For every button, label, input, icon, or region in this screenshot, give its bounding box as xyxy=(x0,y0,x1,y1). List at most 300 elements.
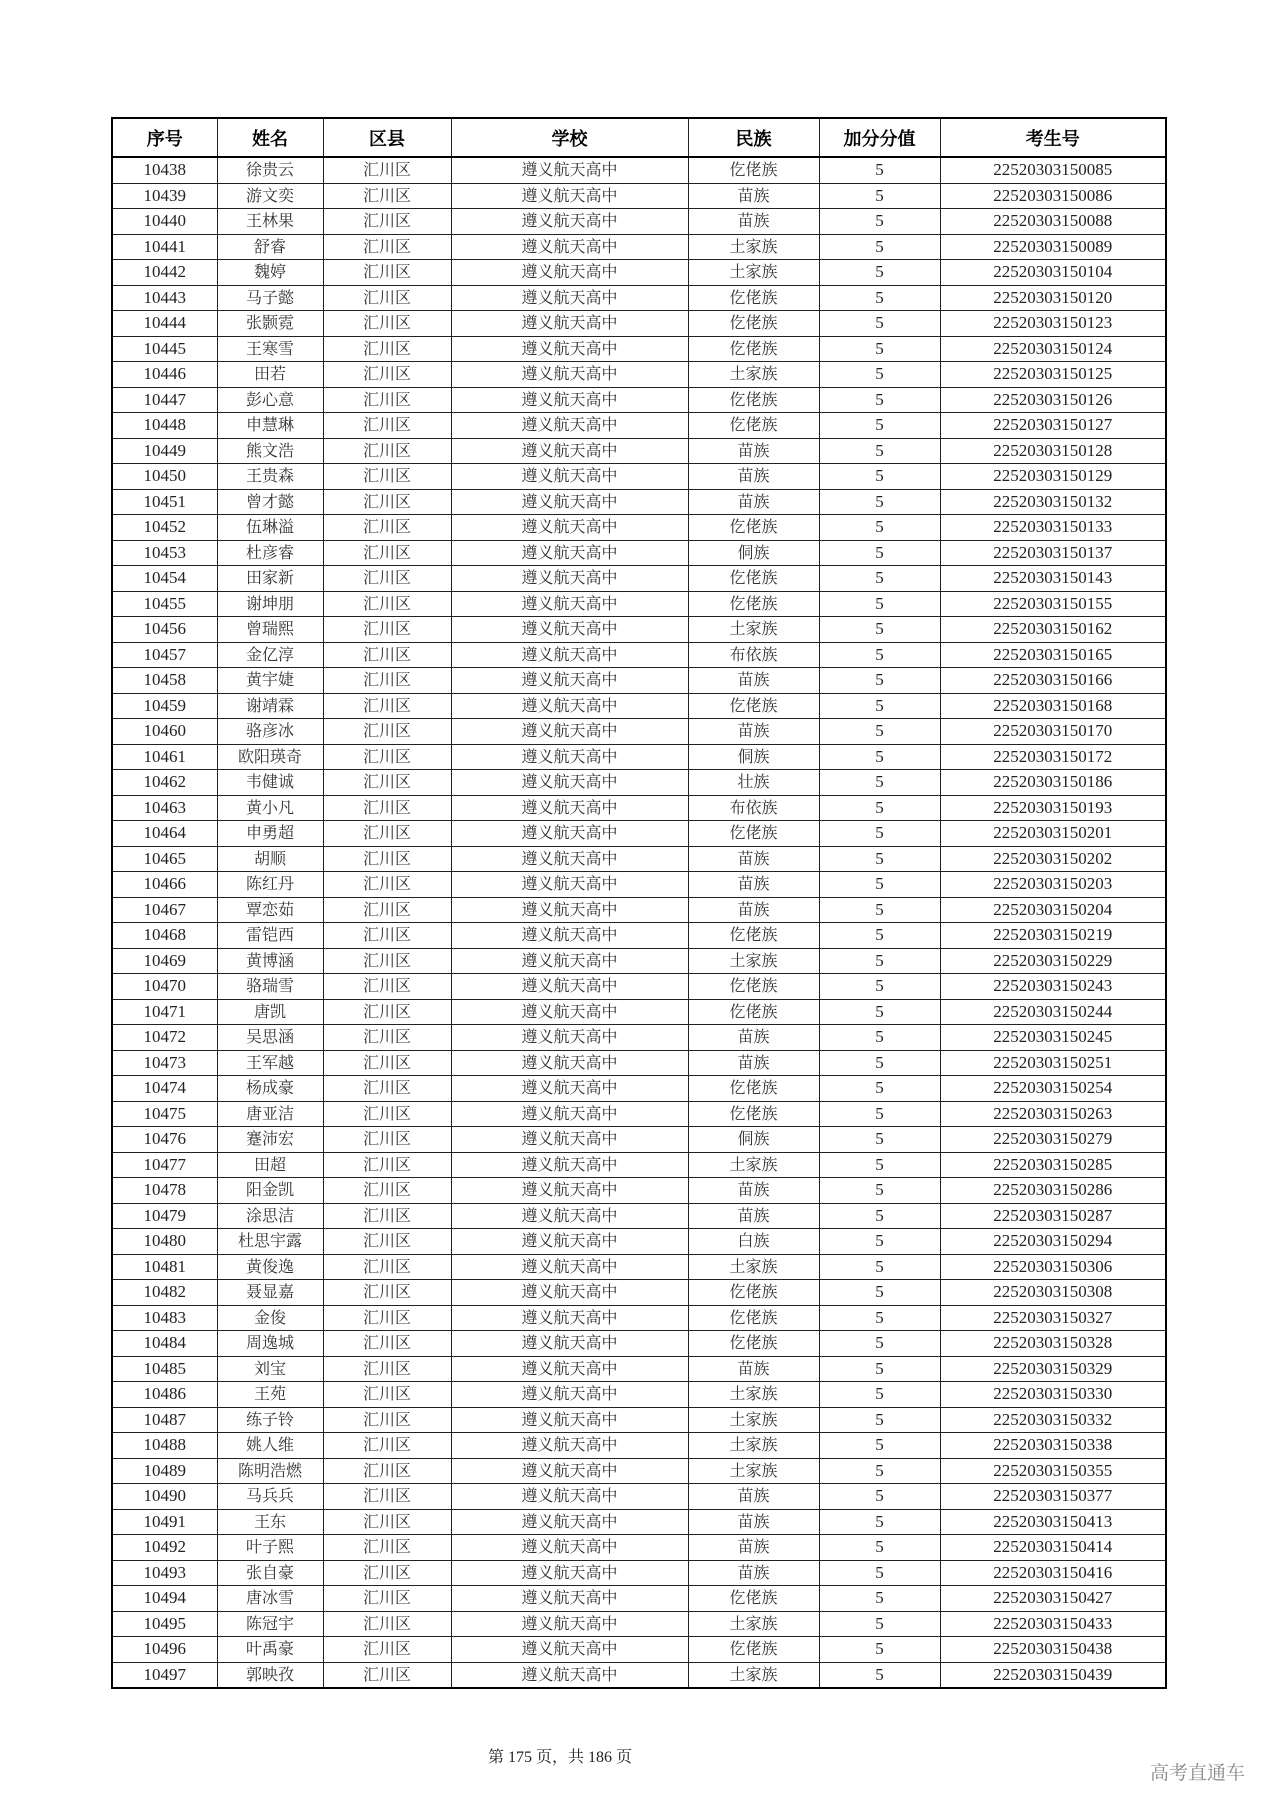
col-ethnicity-cell: 仡佬族 xyxy=(688,157,819,183)
col-district-cell: 汇川区 xyxy=(323,540,451,566)
table-row xyxy=(112,872,1166,898)
col-ethnicity-cell: 苗族 xyxy=(688,1025,819,1051)
col-district-cell: 汇川区 xyxy=(323,642,451,668)
col-index-cell: 10478 xyxy=(112,1178,217,1204)
col-exam-id-cell: 22520303150123 xyxy=(940,311,1166,337)
table-row xyxy=(112,719,1166,745)
col-bonus-cell: 5 xyxy=(819,413,940,439)
table-row xyxy=(112,1152,1166,1178)
col-district-cell: 汇川区 xyxy=(323,1407,451,1433)
table-row xyxy=(112,1611,1166,1637)
col-ethnicity-cell: 苗族 xyxy=(688,668,819,694)
col-name-cell: 田家新 xyxy=(217,566,323,592)
col-school-cell: 遵义航天高中 xyxy=(451,744,688,770)
col-index-cell: 10464 xyxy=(112,821,217,847)
col-index-cell: 10480 xyxy=(112,1229,217,1255)
col-index-cell: 10473 xyxy=(112,1050,217,1076)
col-index-cell: 10494 xyxy=(112,1586,217,1612)
col-bonus-cell: 5 xyxy=(819,1560,940,1586)
col-exam-id-cell: 22520303150263 xyxy=(940,1101,1166,1127)
table-row xyxy=(112,336,1166,362)
col-district-cell: 汇川区 xyxy=(323,1484,451,1510)
col-district-cell: 汇川区 xyxy=(323,1203,451,1229)
col-district-cell: 汇川区 xyxy=(323,617,451,643)
col-exam-id-cell: 22520303150332 xyxy=(940,1407,1166,1433)
col-district-cell: 汇川区 xyxy=(323,1611,451,1637)
col-district-cell: 汇川区 xyxy=(323,1305,451,1331)
col-name-cell: 曾才懿 xyxy=(217,489,323,515)
col-ethnicity-cell: 仡佬族 xyxy=(688,311,819,337)
col-ethnicity-cell: 仡佬族 xyxy=(688,413,819,439)
col-district-cell: 汇川区 xyxy=(323,489,451,515)
col-index-cell: 10486 xyxy=(112,1382,217,1408)
col-index-cell: 10460 xyxy=(112,719,217,745)
col-bonus-cell: 5 xyxy=(819,1509,940,1535)
col-ethnicity-cell: 仡佬族 xyxy=(688,336,819,362)
col-name-cell: 姚人维 xyxy=(217,1433,323,1459)
col-exam-id-cell: 22520303150294 xyxy=(940,1229,1166,1255)
col-ethnicity-cell: 侗族 xyxy=(688,1127,819,1153)
table-row xyxy=(112,1025,1166,1051)
table-row xyxy=(112,923,1166,949)
col-name-cell: 欧阳瑛奇 xyxy=(217,744,323,770)
col-ethnicity-cell: 土家族 xyxy=(688,1254,819,1280)
table-row xyxy=(112,540,1166,566)
col-index-cell: 10475 xyxy=(112,1101,217,1127)
col-bonus-cell: 5 xyxy=(819,693,940,719)
col-exam-id-cell: 22520303150413 xyxy=(940,1509,1166,1535)
col-school-cell: 遵义航天高中 xyxy=(451,1178,688,1204)
col-district-cell: 汇川区 xyxy=(323,1509,451,1535)
col-school-cell: 遵义航天高中 xyxy=(451,413,688,439)
col-school-cell: 遵义航天高中 xyxy=(451,1382,688,1408)
col-school-cell: 遵义航天高中 xyxy=(451,183,688,209)
col-exam-id-cell: 22520303150416 xyxy=(940,1560,1166,1586)
col-district-cell: 汇川区 xyxy=(323,719,451,745)
col-bonus-cell: 5 xyxy=(819,566,940,592)
col-index-cell: 10497 xyxy=(112,1662,217,1688)
col-exam-id-cell: 22520303150414 xyxy=(940,1535,1166,1561)
col-exam-id-cell: 22520303150279 xyxy=(940,1127,1166,1153)
col-exam-id-cell: 22520303150433 xyxy=(940,1611,1166,1637)
col-ethnicity-cell: 土家族 xyxy=(688,1152,819,1178)
table-row xyxy=(112,362,1166,388)
page-number: 第 175 页，共 186 页 xyxy=(487,1749,632,1766)
col-name-cell: 刘宝 xyxy=(217,1356,323,1382)
col-bonus-cell: 5 xyxy=(819,1254,940,1280)
col-exam-id-cell: 22520303150089 xyxy=(940,234,1166,260)
col-name-cell: 熊文浩 xyxy=(217,438,323,464)
col-bonus-cell: 5 xyxy=(819,948,940,974)
col-bonus-cell: 5 xyxy=(819,464,940,490)
col-name-cell: 王军越 xyxy=(217,1050,323,1076)
col-exam-id-cell: 22520303150155 xyxy=(940,591,1166,617)
table-row xyxy=(112,1407,1166,1433)
col-district-cell: 汇川区 xyxy=(323,744,451,770)
col-ethnicity-cell: 仡佬族 xyxy=(688,693,819,719)
col-index-cell: 10449 xyxy=(112,438,217,464)
col-bonus-cell: 5 xyxy=(819,1382,940,1408)
table-row xyxy=(112,1305,1166,1331)
col-bonus-cell: 5 xyxy=(819,668,940,694)
table-row xyxy=(112,846,1166,872)
col-ethnicity-cell: 苗族 xyxy=(688,183,819,209)
col-name-cell: 叶子熙 xyxy=(217,1535,323,1561)
table-row xyxy=(112,157,1166,183)
col-bonus-cell: 5 xyxy=(819,821,940,847)
col-name-cell: 金亿淳 xyxy=(217,642,323,668)
col-index-cell: 10482 xyxy=(112,1280,217,1306)
col-index-cell: 10470 xyxy=(112,974,217,1000)
col-name-cell: 王苑 xyxy=(217,1382,323,1408)
col-school-cell: 遵义航天高中 xyxy=(451,438,688,464)
col-school-cell: 遵义航天高中 xyxy=(451,1229,688,1255)
col-name-cell: 涂思洁 xyxy=(217,1203,323,1229)
col-index-cell: 10493 xyxy=(112,1560,217,1586)
col-ethnicity-cell: 仡佬族 xyxy=(688,1586,819,1612)
col-index-cell: 10466 xyxy=(112,872,217,898)
col-index-cell: 10481 xyxy=(112,1254,217,1280)
table-body xyxy=(112,157,1166,1688)
col-district-cell: 汇川区 xyxy=(323,362,451,388)
col-ethnicity-cell: 土家族 xyxy=(688,1662,819,1688)
table-row xyxy=(112,1637,1166,1663)
col-ethnicity-cell: 苗族 xyxy=(688,438,819,464)
col-name-cell: 杜思宇露 xyxy=(217,1229,323,1255)
col-ethnicity-cell: 苗族 xyxy=(688,1535,819,1561)
col-exam-id-cell: 22520303150338 xyxy=(940,1433,1166,1459)
table-row xyxy=(112,1229,1166,1255)
col-ethnicity-cell: 侗族 xyxy=(688,540,819,566)
col-index-cell: 10487 xyxy=(112,1407,217,1433)
table-row xyxy=(112,1076,1166,1102)
header-row xyxy=(112,118,1166,157)
col-index-cell: 10444 xyxy=(112,311,217,337)
col-district-cell: 汇川区 xyxy=(323,846,451,872)
col-exam-id-cell: 22520303150204 xyxy=(940,897,1166,923)
col-school-cell: 遵义航天高中 xyxy=(451,948,688,974)
col-school-cell: 遵义航天高中 xyxy=(451,591,688,617)
col-name-cell: 王寒雪 xyxy=(217,336,323,362)
col-name-cell: 骆瑞雪 xyxy=(217,974,323,1000)
col-exam-id-cell: 22520303150133 xyxy=(940,515,1166,541)
col-exam-id-cell: 22520303150308 xyxy=(940,1280,1166,1306)
table-row xyxy=(112,795,1166,821)
col-exam-id-cell: 22520303150162 xyxy=(940,617,1166,643)
col-district-cell: 汇川区 xyxy=(323,974,451,1000)
col-bonus-cell: 5 xyxy=(819,999,940,1025)
col-name-cell: 彭心意 xyxy=(217,387,323,413)
col-district-cell: 汇川区 xyxy=(323,387,451,413)
col-bonus-cell: 5 xyxy=(819,1305,940,1331)
col-name-cell: 黄小凡 xyxy=(217,795,323,821)
table-header xyxy=(112,118,1166,157)
col-name-cell: 黄博涵 xyxy=(217,948,323,974)
col-exam-id-cell: 22520303150127 xyxy=(940,413,1166,439)
col-index-cell: 10463 xyxy=(112,795,217,821)
col-name-cell: 胡顺 xyxy=(217,846,323,872)
col-name-cell: 唐亚洁 xyxy=(217,1101,323,1127)
col-exam-id-cell: 22520303150137 xyxy=(940,540,1166,566)
col-index-cell: 10491 xyxy=(112,1509,217,1535)
table-row xyxy=(112,1280,1166,1306)
col-school-cell: 遵义航天高中 xyxy=(451,1407,688,1433)
col-ethnicity-cell: 仡佬族 xyxy=(688,515,819,541)
col-school-cell: 遵义航天高中 xyxy=(451,311,688,337)
col-bonus-cell: 5 xyxy=(819,1356,940,1382)
col-bonus-cell: 5 xyxy=(819,617,940,643)
col-bonus-cell: 5 xyxy=(819,540,940,566)
col-name-cell: 陈明浩燃 xyxy=(217,1458,323,1484)
col-index-cell: 10447 xyxy=(112,387,217,413)
col-exam-id-cell: 22520303150193 xyxy=(940,795,1166,821)
col-school-cell: 遵义航天高中 xyxy=(451,923,688,949)
col-school-cell: 遵义航天高中 xyxy=(451,1586,688,1612)
col-district-cell: 汇川区 xyxy=(323,668,451,694)
col-district-cell: 汇川区 xyxy=(323,183,451,209)
col-district-cell: 汇川区 xyxy=(323,795,451,821)
table-row xyxy=(112,1254,1166,1280)
col-name-cell: 雷铠西 xyxy=(217,923,323,949)
col-name-cell: 黄俊逸 xyxy=(217,1254,323,1280)
table-row xyxy=(112,974,1166,1000)
col-school-cell: 遵义航天高中 xyxy=(451,1662,688,1688)
col-index-cell: 10469 xyxy=(112,948,217,974)
col-index-cell: 10495 xyxy=(112,1611,217,1637)
col-school-cell: 遵义航天高中 xyxy=(451,285,688,311)
col-ethnicity-cell: 布依族 xyxy=(688,642,819,668)
table-row xyxy=(112,1662,1166,1688)
table-row xyxy=(112,948,1166,974)
col-school-cell: 遵义航天高中 xyxy=(451,1305,688,1331)
col-name-cell: 金俊 xyxy=(217,1305,323,1331)
col-school-cell: 遵义航天高中 xyxy=(451,515,688,541)
col-school-cell: 遵义航天高中 xyxy=(451,1331,688,1357)
col-bonus-cell: 5 xyxy=(819,591,940,617)
col-exam-id-cell: 22520303150172 xyxy=(940,744,1166,770)
col-index-cell: 10456 xyxy=(112,617,217,643)
col-name-cell: 张颢霓 xyxy=(217,311,323,337)
col-district-cell: 汇川区 xyxy=(323,1535,451,1561)
col-school-cell: 遵义航天高中 xyxy=(451,1509,688,1535)
col-district-cell: 汇川区 xyxy=(323,1662,451,1688)
col-school-cell: 遵义航天高中 xyxy=(451,846,688,872)
col-exam-id-cell: 22520303150203 xyxy=(940,872,1166,898)
col-school-cell: 遵义航天高中 xyxy=(451,209,688,235)
col-district-cell: 汇川区 xyxy=(323,693,451,719)
col-school-cell: 遵义航天高中 xyxy=(451,770,688,796)
col-ethnicity-cell: 苗族 xyxy=(688,1356,819,1382)
col-name-cell: 马兵兵 xyxy=(217,1484,323,1510)
col-name-cell: 王东 xyxy=(217,1509,323,1535)
col-ethnicity-cell: 苗族 xyxy=(688,1178,819,1204)
col-index-cell: 10462 xyxy=(112,770,217,796)
col-bonus-cell: 5 xyxy=(819,1101,940,1127)
table-row xyxy=(112,1586,1166,1612)
col-bonus-cell: 5 xyxy=(819,1229,940,1255)
col-district-cell: 汇川区 xyxy=(323,1356,451,1382)
col-name-cell: 郭映孜 xyxy=(217,1662,323,1688)
col-bonus-cell: 5 xyxy=(819,872,940,898)
col-school-cell: 遵义航天高中 xyxy=(451,693,688,719)
table-row xyxy=(112,1178,1166,1204)
col-school-cell: 遵义航天高中 xyxy=(451,1050,688,1076)
col-name-cell: 申慧琳 xyxy=(217,413,323,439)
col-ethnicity-cell: 土家族 xyxy=(688,1407,819,1433)
col-school-cell: 遵义航天高中 xyxy=(451,566,688,592)
col-bonus-cell: 5 xyxy=(819,1203,940,1229)
col-district-cell: 汇川区 xyxy=(323,1101,451,1127)
col-index-cell: 10440 xyxy=(112,209,217,235)
table-row xyxy=(112,566,1166,592)
col-exam-id-cell: 22520303150120 xyxy=(940,285,1166,311)
col-index-cell: 10445 xyxy=(112,336,217,362)
table-row xyxy=(112,413,1166,439)
col-school-cell: 遵义航天高中 xyxy=(451,1127,688,1153)
col-bonus-cell: 5 xyxy=(819,1637,940,1663)
col-name-cell: 游文奕 xyxy=(217,183,323,209)
col-exam-id-cell: 22520303150143 xyxy=(940,566,1166,592)
col-district-cell: 汇川区 xyxy=(323,1586,451,1612)
col-school-cell: 遵义航天高中 xyxy=(451,1101,688,1127)
table-row xyxy=(112,1535,1166,1561)
table-row xyxy=(112,438,1166,464)
col-name-cell: 蹇沛宏 xyxy=(217,1127,323,1153)
col-exam-id-cell: 22520303150285 xyxy=(940,1152,1166,1178)
col-exam-id-cell: 22520303150104 xyxy=(940,260,1166,286)
table-row xyxy=(112,821,1166,847)
table-row xyxy=(112,1101,1166,1127)
col-name-cell: 聂显嘉 xyxy=(217,1280,323,1306)
col-index-cell: 10485 xyxy=(112,1356,217,1382)
table-row xyxy=(112,209,1166,235)
col-school-cell: 遵义航天高中 xyxy=(451,489,688,515)
col-bonus-cell: 5 xyxy=(819,1586,940,1612)
col-ethnicity-cell: 仡佬族 xyxy=(688,566,819,592)
col-ethnicity-cell: 仡佬族 xyxy=(688,387,819,413)
col-exam-id-cell: 22520303150254 xyxy=(940,1076,1166,1102)
col-exam-id-cell: 22520303150355 xyxy=(940,1458,1166,1484)
col-name-cell: 练子铃 xyxy=(217,1407,323,1433)
col-district-cell: 汇川区 xyxy=(323,923,451,949)
col-school-cell: 遵义航天高中 xyxy=(451,617,688,643)
col-exam-id-cell: 22520303150202 xyxy=(940,846,1166,872)
col-index-cell: 10471 xyxy=(112,999,217,1025)
col-ethnicity-cell: 苗族 xyxy=(688,719,819,745)
col-index-cell: 10448 xyxy=(112,413,217,439)
col-district-cell: 汇川区 xyxy=(323,209,451,235)
col-exam-id-cell: 22520303150427 xyxy=(940,1586,1166,1612)
col-bonus-cell: 5 xyxy=(819,1025,940,1051)
col-school-cell: 遵义航天高中 xyxy=(451,974,688,1000)
col-ethnicity-cell: 苗族 xyxy=(688,1050,819,1076)
col-ethnicity-cell: 苗族 xyxy=(688,464,819,490)
col-district-cell: 汇川区 xyxy=(323,1458,451,1484)
col-district-cell: 汇川区 xyxy=(323,999,451,1025)
col-index-cell: 10467 xyxy=(112,897,217,923)
table-row xyxy=(112,260,1166,286)
col-school-cell: 遵义航天高中 xyxy=(451,464,688,490)
col-bonus-cell: 5 xyxy=(819,260,940,286)
col-exam-id-cell: 22520303150245 xyxy=(940,1025,1166,1051)
col-bonus-cell: 5 xyxy=(819,1331,940,1357)
col-name-cell: 曾瑞熙 xyxy=(217,617,323,643)
col-district-cell: 汇川区 xyxy=(323,157,451,183)
col-index-cell: 10453 xyxy=(112,540,217,566)
col-index-cell: 10472 xyxy=(112,1025,217,1051)
table-row xyxy=(112,1560,1166,1586)
col-bonus-cell: 5 xyxy=(819,1178,940,1204)
table-row xyxy=(112,489,1166,515)
col-index-cell: 10490 xyxy=(112,1484,217,1510)
col-bonus-cell: 5 xyxy=(819,1662,940,1688)
col-bonus-cell: 5 xyxy=(819,1076,940,1102)
col-bonus-cell: 5 xyxy=(819,795,940,821)
col-school-cell: 遵义航天高中 xyxy=(451,157,688,183)
col-ethnicity-cell: 仡佬族 xyxy=(688,974,819,1000)
col-index-cell: 10465 xyxy=(112,846,217,872)
col-bonus-cell: 5 xyxy=(819,974,940,1000)
col-ethnicity-cell: 布依族 xyxy=(688,795,819,821)
col-bonus-cell: 5 xyxy=(819,1152,940,1178)
col-name-cell: 韦健诚 xyxy=(217,770,323,796)
col-ethnicity-cell: 土家族 xyxy=(688,260,819,286)
col-district-cell: 汇川区 xyxy=(323,821,451,847)
col-bonus-cell: 5 xyxy=(819,1433,940,1459)
col-ethnicity-cell: 苗族 xyxy=(688,1203,819,1229)
col-name-cell: 谢靖霖 xyxy=(217,693,323,719)
table-row xyxy=(112,744,1166,770)
col-bonus-cell: 5 xyxy=(819,234,940,260)
col-ethnicity-cell: 苗族 xyxy=(688,897,819,923)
col-index-cell: 10454 xyxy=(112,566,217,592)
col-school-cell: 遵义航天高中 xyxy=(451,1637,688,1663)
col-ethnicity-cell: 仡佬族 xyxy=(688,821,819,847)
col-index-cell: 10483 xyxy=(112,1305,217,1331)
col-index-cell: 10443 xyxy=(112,285,217,311)
col-exam-id-cell: 22520303150377 xyxy=(940,1484,1166,1510)
col-bonus-cell: 5 xyxy=(819,209,940,235)
col-name-cell: 黄宇婕 xyxy=(217,668,323,694)
col-ethnicity-cell: 苗族 xyxy=(688,209,819,235)
data-table xyxy=(111,117,1167,1689)
col-index-cell: 10457 xyxy=(112,642,217,668)
col-exam-id-cell: 22520303150243 xyxy=(940,974,1166,1000)
header-col-name: 姓名 xyxy=(217,118,323,157)
col-bonus-cell: 5 xyxy=(819,1127,940,1153)
col-ethnicity-cell: 仡佬族 xyxy=(688,1101,819,1127)
col-school-cell: 遵义航天高中 xyxy=(451,1433,688,1459)
col-index-cell: 10438 xyxy=(112,157,217,183)
col-bonus-cell: 5 xyxy=(819,438,940,464)
col-index-cell: 10441 xyxy=(112,234,217,260)
table-row xyxy=(112,617,1166,643)
col-exam-id-cell: 22520303150132 xyxy=(940,489,1166,515)
col-index-cell: 10474 xyxy=(112,1076,217,1102)
col-district-cell: 汇川区 xyxy=(323,770,451,796)
col-school-cell: 遵义航天高中 xyxy=(451,1356,688,1382)
col-exam-id-cell: 22520303150306 xyxy=(940,1254,1166,1280)
col-district-cell: 汇川区 xyxy=(323,1254,451,1280)
table-row xyxy=(112,464,1166,490)
col-index-cell: 10461 xyxy=(112,744,217,770)
col-exam-id-cell: 22520303150129 xyxy=(940,464,1166,490)
col-exam-id-cell: 22520303150186 xyxy=(940,770,1166,796)
col-ethnicity-cell: 仡佬族 xyxy=(688,1305,819,1331)
col-index-cell: 10446 xyxy=(112,362,217,388)
col-bonus-cell: 5 xyxy=(819,515,940,541)
col-index-cell: 10452 xyxy=(112,515,217,541)
